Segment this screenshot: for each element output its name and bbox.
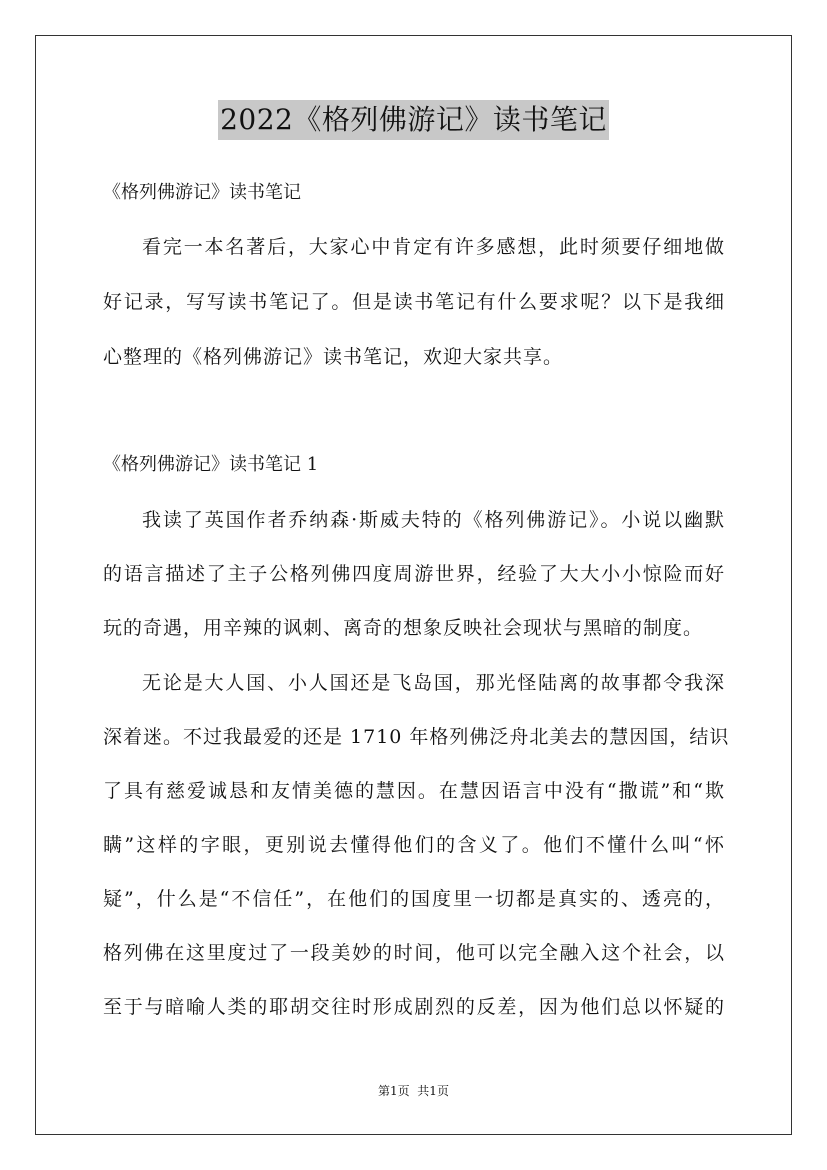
paragraph-line: 瞒”这样的字眼，更别说去懂得他们的含义了。他们不懂什么叫“怀 (103, 834, 725, 856)
paragraph-line: 的语言描述了主子公格列佛四度周游世界，经验了大大小小惊险而好 (103, 563, 725, 585)
document-title: 2022《格列佛游记》读书笔记 (218, 100, 609, 140)
title-container (0, 100, 827, 140)
intro-line: 心整理的《格列佛游记》读书笔记，欢迎大家共享。 (103, 346, 564, 368)
document-subtitle: 《格列佛游记》读书笔记 (103, 182, 301, 203)
paragraph-line: 我读了英国作者乔纳森·斯威夫特的《格列佛游记》。小说以幽默 (142, 509, 725, 531)
intro-line: 好记录，写写读书笔记了。但是读书笔记有什么要求呢？以下是我细 (103, 291, 725, 313)
paragraph-line: 深着迷。不过我最爱的还是 1710 年格列佛泛舟北美去的慧因国，结识 (103, 726, 730, 748)
section-heading: 《格列佛游记》读书笔记 1 (103, 454, 319, 475)
paragraph-line: 了具有慈爱诚恳和友情美德的慧因。在慧因语言中没有“撒谎”和“欺 (103, 780, 725, 802)
paragraph-line: 格列佛在这里度过了一段美妙的时间，他可以完全融入这个社会，以 (103, 942, 725, 964)
paragraph-line: 疑”，什么是“不信任”，在他们的国度里一切都是真实的、透亮的， (103, 888, 725, 910)
paragraph-line: 无论是大人国、小人国还是飞岛国，那光怪陆离的故事都令我深 (142, 672, 725, 694)
intro-line: 看完一本名著后，大家心中肯定有许多感想，此时须要仔细地做 (142, 236, 725, 258)
paragraph-line: 玩的奇遇，用辛辣的讽刺、离奇的想象反映社会现状与黑暗的制度。 (103, 617, 704, 639)
paragraph-line: 至于与暗喻人类的耶胡交往时形成剧烈的反差，因为他们总以怀疑的 (103, 996, 725, 1018)
page-footer: 第1页 共1页 (378, 1084, 449, 1098)
